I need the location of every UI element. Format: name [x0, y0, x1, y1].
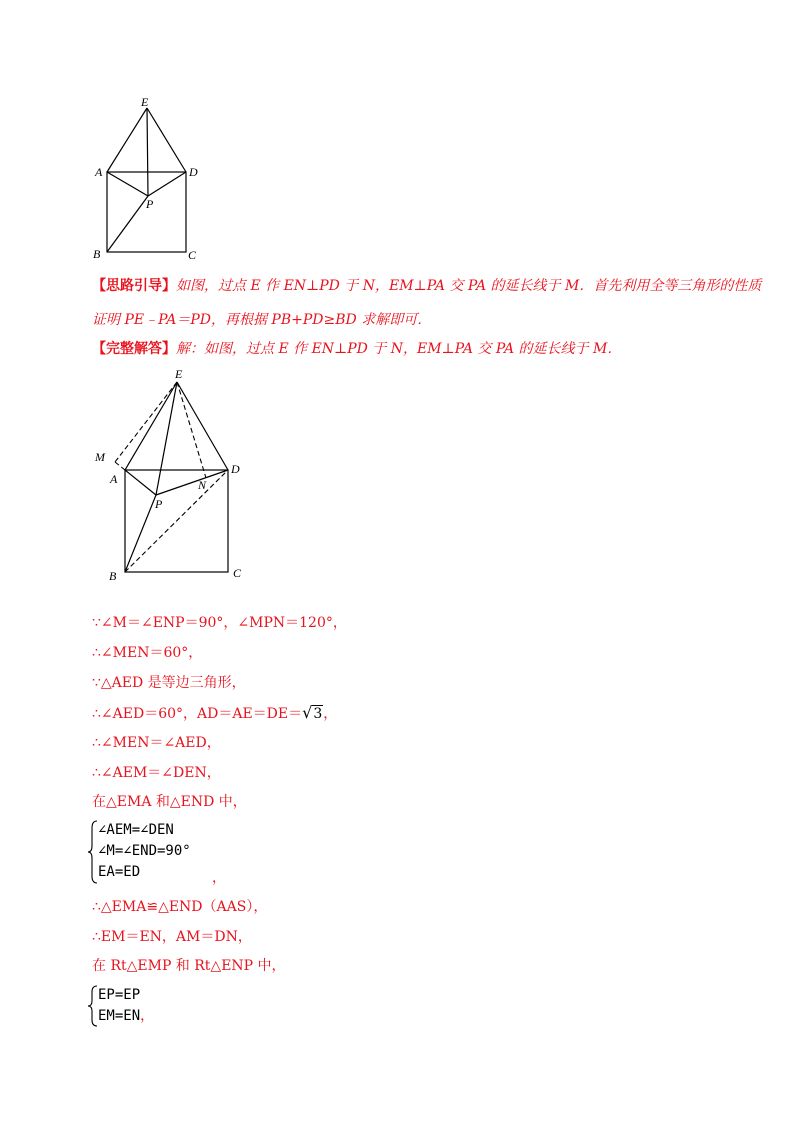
- segment-ed-2: [177, 382, 228, 470]
- segment-pd-2: [156, 470, 228, 495]
- system-1-tail: ，: [212, 870, 226, 886]
- figure-2: [85, 362, 260, 587]
- label-a: A: [95, 165, 103, 179]
- step-6: ∴∠AEM＝∠DEN，: [92, 765, 221, 781]
- sqrt-sign: √: [302, 703, 313, 722]
- system-2-row-2: [98, 1006, 154, 1027]
- system-1-row-3: EA=ED: [98, 864, 141, 880]
- system-2-row-2-text: EM=EN: [98, 1008, 141, 1024]
- dashed-bd: [125, 470, 228, 572]
- label-c-2: C: [233, 566, 242, 580]
- figure-1: [85, 92, 210, 267]
- segment-dp: [148, 172, 186, 196]
- label-p-2: P: [155, 497, 163, 511]
- segment-ap: [107, 172, 148, 196]
- solution-line: [92, 340, 621, 358]
- step-4-text: ∴∠AED＝60°，AD＝AE＝DE＝: [92, 706, 303, 722]
- step-5: ∴∠MEN＝∠AED，: [92, 735, 221, 751]
- square-abcd: [107, 172, 186, 252]
- dashed-en: [177, 382, 206, 478]
- system-1: [98, 820, 191, 883]
- system-1-row-1: ∠AEM=∠DEN: [98, 822, 174, 838]
- system-2-row-1: EP=EP: [98, 987, 141, 1003]
- segment-bp: [107, 196, 148, 252]
- step-10: 在 Rt△EMP 和 Rt△ENP 中，: [92, 958, 286, 974]
- step-9: ∴EM＝EN，AM＝DN，: [92, 929, 252, 945]
- segment-bp-2: [125, 495, 156, 572]
- label-d: D: [189, 165, 198, 179]
- dashed-em: [115, 382, 177, 462]
- segment-ep: [147, 108, 148, 196]
- label-c: C: [188, 248, 197, 262]
- hint-tag: 【思路引导】: [92, 278, 176, 294]
- sqrt-value: 3: [313, 706, 323, 722]
- label-e: E: [141, 95, 149, 109]
- hint-text-1: 如图，过点 E 作 EN⊥PD 于 N，EM⊥PA 交 PA 的延长线于 M．首先利用全等三角形的性质: [176, 278, 762, 294]
- dashed-ma: [115, 462, 125, 470]
- step-1: ∵∠M＝∠ENP＝90°，∠MPN＝120°，: [92, 615, 347, 631]
- brace-1: [88, 820, 98, 884]
- hint-line-2: 证明 PE﹣PA＝PD，再根据 PB+PD≥BD 求解即可．: [92, 312, 432, 328]
- system-2-tail: ，: [140, 1008, 155, 1024]
- segment-ed: [147, 108, 186, 172]
- step-8: ∴△EMA≌△END（AAS），: [92, 899, 268, 915]
- label-p: P: [146, 197, 154, 211]
- step-4: [92, 704, 337, 723]
- system-2: [98, 985, 154, 1027]
- label-d-2: D: [231, 462, 240, 476]
- brace-2: [88, 985, 98, 1027]
- label-e-2: E: [175, 367, 183, 381]
- solution-tag: 【完整解答】: [92, 341, 176, 357]
- step-7: 在△EMA 和△END 中，: [92, 794, 247, 810]
- label-m-2: M: [95, 450, 105, 464]
- label-a-2: A: [110, 472, 118, 486]
- system-1-row-2: ∠M=∠END=90°: [98, 843, 191, 859]
- label-n-2: N: [198, 478, 207, 492]
- label-b: B: [93, 247, 101, 261]
- step-2: ∴∠MEN＝60°，: [92, 645, 203, 661]
- solution-intro: 解：如图，过点 E 作 EN⊥PD 于 N，EM⊥PA 交 PA 的延长线于 M．: [176, 341, 622, 357]
- segment-ea: [107, 108, 147, 172]
- step-4-tail: ，: [323, 706, 338, 722]
- label-b-2: B: [109, 569, 117, 583]
- hint-line-1: [92, 277, 761, 295]
- step-3: ∵△AED 是等边三角形，: [92, 675, 246, 691]
- segment-ap-2: [125, 470, 156, 495]
